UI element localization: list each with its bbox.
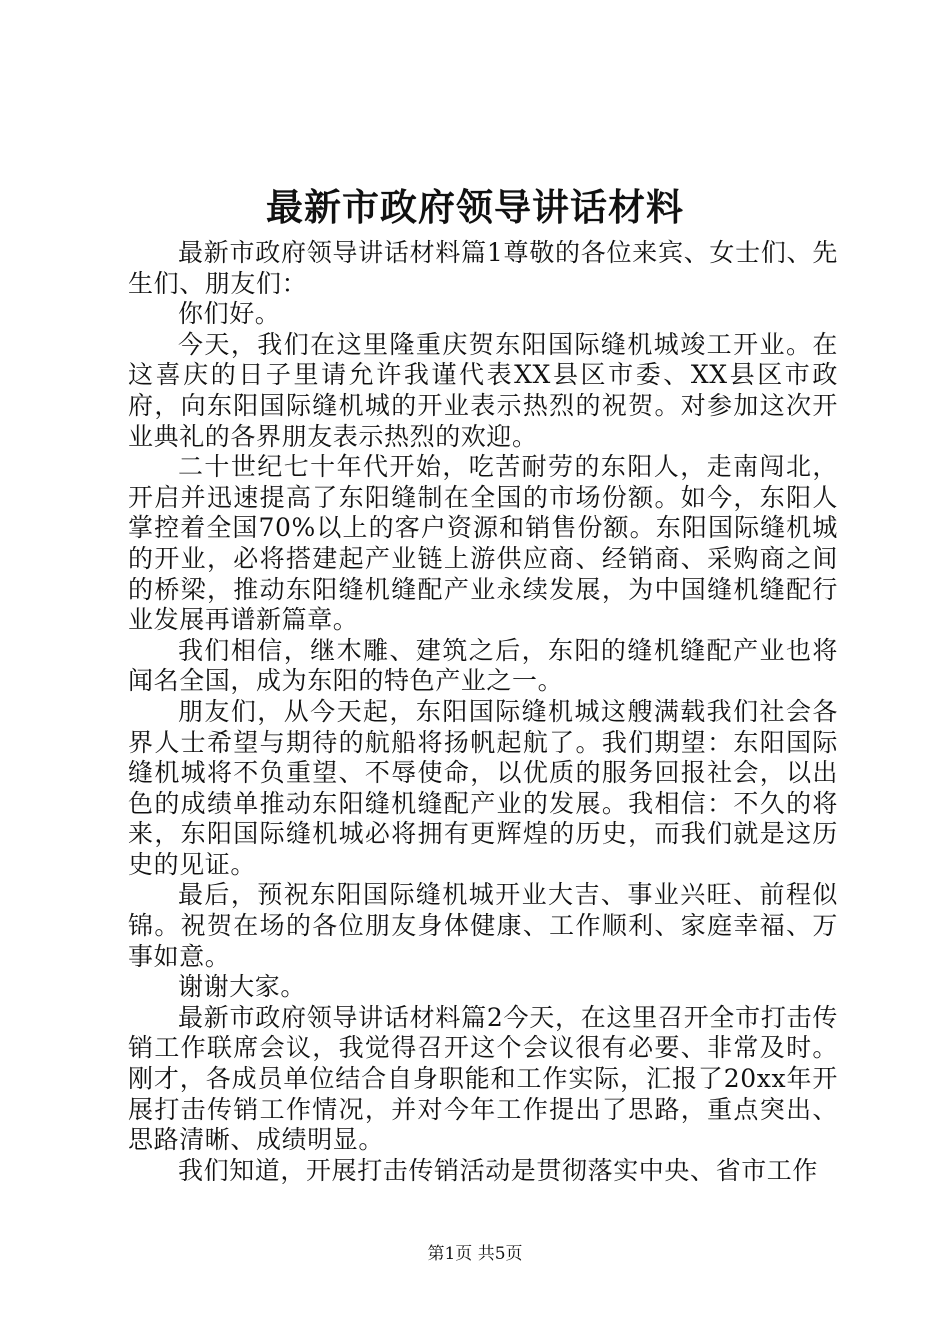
document-body [128, 238, 838, 1186]
document-title: 最新市政府领导讲话材料 [266, 185, 684, 229]
paragraph: 谢谢大家。 [178, 972, 307, 1002]
paragraph: 最后，预祝东阳国际缝机城开业大吉、事业兴旺、前程似锦。祝贺在场的各位朋友身体健康、工作顺利、家庭幸福、万事如意。 [128, 880, 838, 971]
paragraph: 我们相信，继木雕、建筑之后，东阳的缝机缝配产业也将闻名全国，成为东阳的特色产业之一。 [128, 635, 838, 696]
paragraph: 你们好。 [178, 299, 281, 329]
paragraph: 最新市政府领导讲话材料篇2今天，在这里召开全市打击传销工作联席会议，我觉得召开这个会议很有必要、非常及时。刚才，各成员单位结合自身职能和工作实际，汇报了20xx年开展打击传销工作情况，并对今年工作提出了思路，重点突出、思路清晰、成绩明显。 [128, 1002, 838, 1155]
paragraph: 最新市政府领导讲话材料篇1尊敬的各位来宾、女士们、先生们、朋友们： [128, 238, 838, 298]
paragraph: 朋友们，从今天起，东阳国际缝机城这艘满载我们社会各界人士希望与期待的航船将扬帆起航了。我们期望：东阳国际缝机城将不负重望、不辱使命，以优质的服务回报社会，以出色的成绩单推动东阳缝机缝配产业的发展。我相信：不久的将来，东阳国际缝机城必将拥有更辉煌的历史，而我们就是这历史的见证。 [128, 696, 838, 879]
page-number-footer: 第1页 共5页 [427, 1244, 523, 1264]
paragraph: 二十世纪七十年代开始，吃苦耐劳的东阳人，走南闯北，开启并迅速提高了东阳缝制在全国的市场份额。如今，东阳人掌控着全国70%以上的客户资源和销售份额。东阳国际缝机城的开业，必将搭建起产业链上游供应商、经销商、采购商之间的桥梁，推动东阳缝机缝配产业永续发展，为中国缝机缝配行业发展再谱新篇章。 [128, 452, 838, 635]
paragraph: 我们知道，开展打击传销活动是贯彻落实中央、省市工作 [178, 1155, 819, 1185]
paragraph: 今天，我们在这里隆重庆贺东阳国际缝机城竣工开业。在这喜庆的日子里请允许我谨代表XX县区市委、XX县区市政府，向东阳国际缝机城的开业表示热烈的祝贺。对参加这次开业典礼的各界朋友表示热烈的欢迎。 [128, 329, 838, 451]
